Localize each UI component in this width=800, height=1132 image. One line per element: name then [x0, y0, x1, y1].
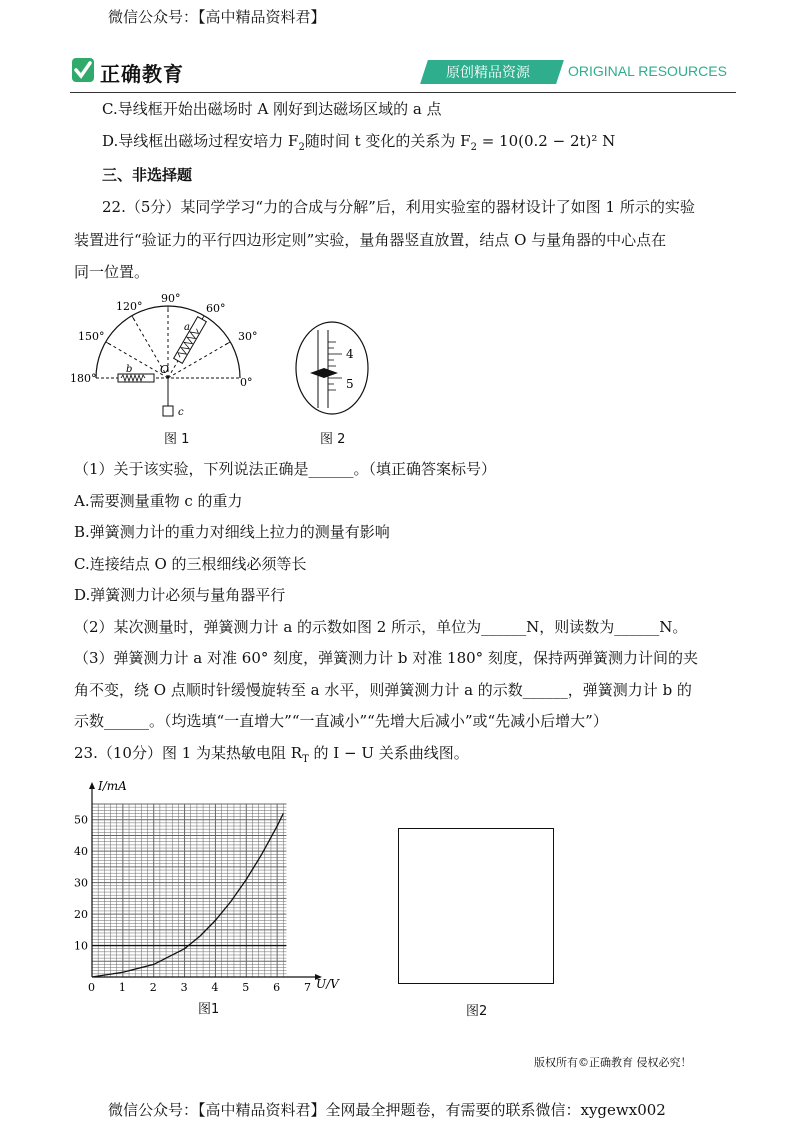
x-tick-label: 3: [180, 981, 188, 994]
q22-option-c: C.连接结点 O 的三根细线必须等长: [74, 555, 307, 573]
label-a: a: [184, 322, 190, 333]
footer-wechat: 微信公众号：【高中精品资料君】全网最全押题卷，有需要的联系微信：xygewx002: [108, 1101, 666, 1119]
brand-name: 正确教育: [100, 62, 184, 86]
q21-d-prefix: D.导线框出磁场过程安培力 F: [102, 132, 299, 150]
y-tick-label: 20: [74, 908, 88, 922]
header-wechat: 微信公众号：【高中精品资料君】: [108, 8, 326, 26]
q22-sub3-line1: （3）弹簧测力计 a 对准 60° 刻度，弹簧测力计 b 对准 180° 刻度，保持两弹簧测力计间的夹: [74, 649, 698, 667]
section-title: 三、非选择题: [102, 166, 193, 184]
q22-option-a: A.需要测量重物 c 的重力: [74, 492, 243, 510]
label-180: 180°: [70, 372, 97, 385]
q22-sub3-line2: 角不变，绕 O 点顺时针缓慢旋转至 a 水平，则弹簧测力计 a 的示数______，弹簧测力计 b 的: [74, 681, 692, 699]
label-c: c: [178, 407, 184, 418]
label-120: 120°: [116, 300, 143, 313]
protractor-figure: [70, 288, 270, 448]
q23-line1: [74, 743, 469, 770]
q21-d-sub1: 2: [298, 142, 305, 153]
q22-line2: 装置进行“验证力的平行四边形定则”实验，量角器竖直放置，结点 O 与量角器的中心点在: [74, 231, 667, 249]
label-60: 60°: [206, 302, 226, 315]
q23-fig1-caption: 图1: [198, 1002, 220, 1017]
q22-sub1: （1）关于该实验，下列说法正确是______。（填正确答案标号）: [74, 460, 497, 478]
y-tick-label: 50: [74, 813, 88, 827]
x-tick-label: 6: [273, 981, 281, 994]
label-90: 90°: [161, 292, 181, 305]
y-tick-label: 10: [74, 939, 88, 953]
q23-sub: T: [302, 754, 309, 765]
x-tick-label: 4: [211, 981, 219, 994]
y-axis-label: I/mA: [98, 779, 127, 793]
weight-c: [163, 406, 173, 416]
iu-chart: [60, 774, 350, 1004]
q21-d-formula: = 10(0.2 − 2t)² N: [476, 132, 616, 150]
q22-line1: 22.（5分）某同学学习“力的合成与分解”后，利用实验室的器材设计了如图 1 所示的实验: [102, 198, 695, 216]
q22-option-d: D.弹簧测力计必须与量角器平行: [74, 586, 286, 604]
pointer-icon: [310, 368, 338, 378]
y-tick-label: 40: [74, 845, 88, 859]
scale-label-4: 4: [346, 347, 354, 361]
x-tick-label: 2: [149, 981, 157, 994]
spring-scale-a: [174, 317, 207, 364]
y-tick-label: 30: [74, 876, 88, 890]
q23-fig2-caption: 图2: [466, 1004, 488, 1019]
q21-option-c: C.导线框开始出磁场时 A 刚好到达磁场区域的 a 点: [102, 100, 442, 118]
x-tick-label: 5: [242, 981, 250, 994]
q22-sub3-line3: 示数______。（均选填“一直增大”“一直减小”“先增大后减小”或“先减小后增大”）: [74, 712, 608, 730]
x-tick-label: 1: [118, 981, 126, 994]
x-axis-label: U/V: [316, 977, 339, 991]
label-0: 0°: [240, 376, 253, 389]
q22-fig1-caption: 图 1: [164, 432, 190, 447]
q23-text: 23.（10分）图 1 为某热敏电阻 R: [74, 744, 303, 762]
tick-labels: [74, 814, 311, 994]
label-150: 150°: [78, 330, 105, 343]
x-tick-label: 7: [304, 981, 311, 994]
grid-major: [92, 804, 286, 977]
q21-d-sub2: 2: [470, 142, 477, 153]
q22-sub2: （2）某次测量时，弹簧测力计 a 的示数如图 2 所示，单位为______N，则读数为______N。: [74, 618, 688, 636]
q23-text-end: 的 I − U 关系曲线图。: [308, 744, 469, 762]
q22-option-b: B.弹簧测力计的重力对细线上拉力的测量有影响: [74, 523, 390, 541]
spring-scale-b: [118, 374, 154, 382]
header-divider: [70, 92, 736, 93]
label-b: b: [126, 364, 133, 375]
y-axis-arrow: [89, 782, 95, 789]
grid-minor: [92, 804, 286, 977]
banner-cn: 原创精品资源: [446, 65, 530, 81]
footer-copyright: 版权所有©正确教育 侵权必究！: [534, 1056, 692, 1069]
q21-d-mid: 随时间 t 变化的关系为 F: [304, 132, 471, 150]
x-tick-label: 0: [88, 981, 95, 994]
scale-reading-figure: [292, 318, 372, 418]
brand-check-icon: [72, 58, 94, 82]
axes: [89, 782, 322, 980]
q22-line3: 同一位置。: [74, 263, 150, 281]
q22-fig2-caption: 图 2: [320, 432, 346, 447]
label-o: O: [160, 363, 170, 376]
q23-fig2-box: [398, 828, 554, 984]
q21-option-d: [102, 131, 615, 158]
banner-en: ORIGINAL RESOURCES: [568, 63, 727, 79]
scale-label-5: 5: [346, 377, 354, 391]
label-30: 30°: [238, 330, 258, 343]
